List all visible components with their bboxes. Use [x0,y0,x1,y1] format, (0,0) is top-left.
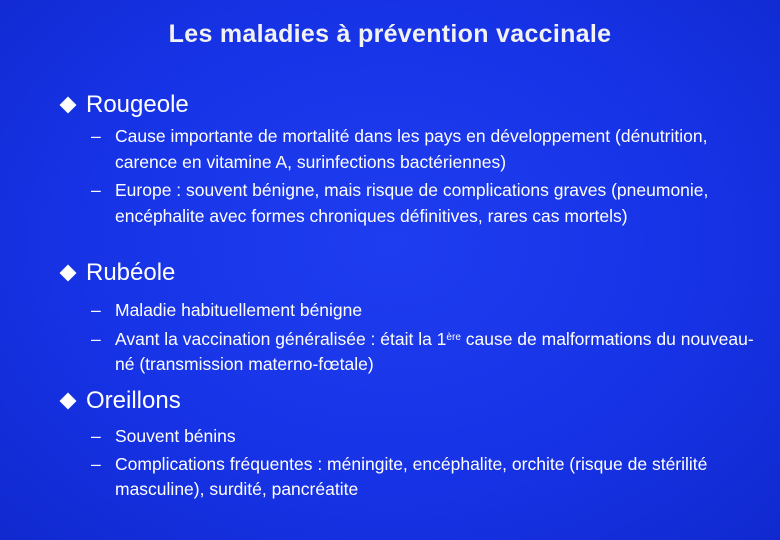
section-heading-row [57,90,755,120]
dash-bullet: – [91,453,101,474]
list-item [91,298,755,324]
list-item [91,424,755,450]
section-heading-row [57,386,755,416]
slide-title: Les maladies à prévention vaccinale [168,20,612,48]
dash-bullet: – [91,426,101,446]
dash-bullet: – [91,180,101,200]
section-heading: Rubéole [86,259,176,286]
diamond-bullet-icon [60,393,77,410]
text-part: Avant la vaccination généralisée : était la 1 [115,328,447,349]
list-item [91,452,755,503]
text-part: cause de malformations du nouveau-né (transmission materno-fœtale) [115,328,754,374]
dash-bullet: – [91,328,101,349]
list-item-text: Europe : souvent bénigne, mais risque de complications graves (pneumonie, encéphalite avec formes chroniques définitives, rares cas mortels) [115,180,709,226]
list-item-text: Maladie habituellement bénigne [115,300,363,320]
list-item-text: Souvent bénins [115,426,236,446]
dash-bullet: – [91,126,101,146]
list-item-text: Cause importante de mortalité dans les pays en développement (dénutrition, carence en vitamine A, surinfections bactériennes) [115,126,708,172]
superscript: ère [446,331,461,343]
list-item [91,178,755,229]
list-item-text: Complications fréquentes : méningite, encéphalite, orchite (risque de stérilité masculine), surdité, pancréatite [115,453,708,499]
section-heading: Rougeole [86,91,189,118]
section-heading-row [57,258,755,288]
list-item [91,124,755,175]
dash-bullet: – [91,300,101,320]
diamond-bullet-icon [60,97,77,114]
list-item-text [115,327,755,378]
list-item [91,327,755,378]
section-heading: Oreillons [86,387,181,414]
section-rubeole [57,258,755,378]
diamond-bullet-icon [60,265,77,282]
section-oreillons [57,386,755,503]
section-rougeole [57,90,755,229]
